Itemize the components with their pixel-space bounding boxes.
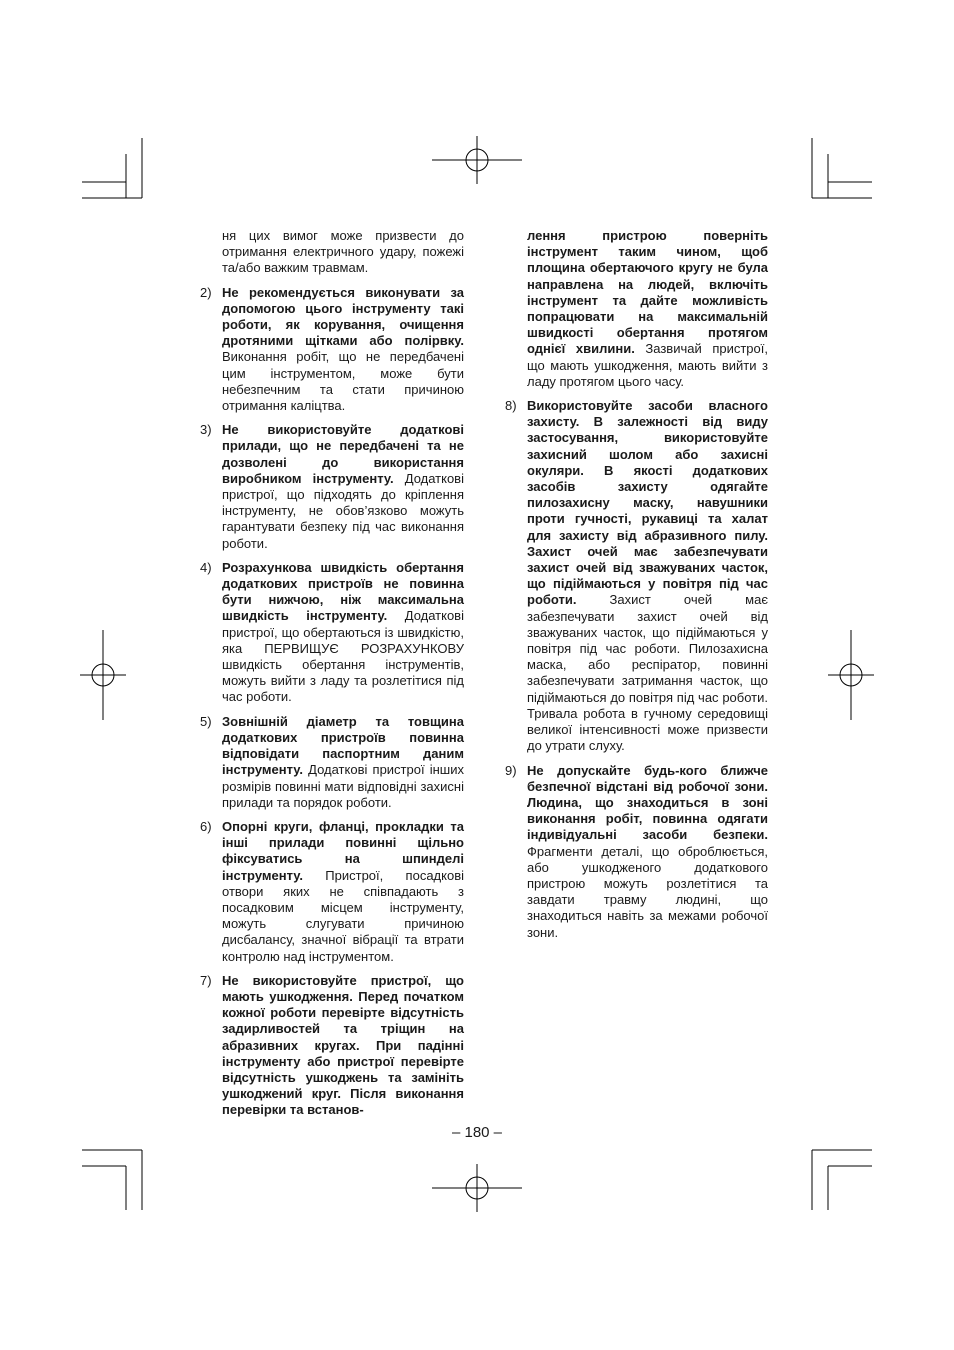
crop-mark-top-right bbox=[812, 138, 872, 198]
item-number: 5) bbox=[200, 713, 212, 729]
registration-mark-left bbox=[80, 630, 126, 720]
safety-item-7 bbox=[200, 973, 464, 1119]
crop-mark-top-left bbox=[82, 138, 142, 198]
continuation-explanation: Зазвичай пристрої, що мають ушкодження, мають вийти з ладу протягом цього часу. bbox=[527, 341, 768, 389]
item-warning: Не використовуйте додаткові прилади, що не передбачені та не дозволені до використання виробником інструменту. bbox=[222, 422, 464, 486]
item-number: 9) bbox=[505, 762, 517, 778]
crop-mark-bottom-right bbox=[812, 1150, 872, 1210]
item-number: 8) bbox=[505, 398, 517, 414]
crop-mark-bottom-left bbox=[82, 1150, 142, 1210]
safety-item-9 bbox=[505, 763, 768, 941]
page-number: – 180 – bbox=[451, 1124, 503, 1141]
item-warning: Не рекомендується виконувати за допомогою цього інструменту такі роботи, як корування, очищення дротяними щітками або полірвку. bbox=[222, 284, 464, 349]
item-body bbox=[222, 714, 464, 811]
safety-item-8 bbox=[505, 398, 768, 754]
item-warning: Опорні круги, фланці, прокладки та інші прилади повинні щільно фіксуватись на шпинделі інструменту. bbox=[222, 818, 464, 883]
item-explanation: Додаткові пристрої, що підходять до кріплення інструменту, не обов’язково можуть гарантувати безпеку під час виконання роботи. bbox=[222, 470, 464, 551]
item-number: 6) bbox=[200, 818, 212, 834]
item-body bbox=[222, 819, 464, 965]
item-warning: Не використовуйте пристрої, що мають ушкодження. Перед початком кожної роботи перевірте відсутність задирливостей та тріщин на абразивних кругах. При падінні інструменту або пристрої перевірте відсутність ушкоджень та замініть ушкоджений круг. Після виконання перевірки та встанов- bbox=[222, 972, 464, 1118]
item-warning: Розрахункова швидкість обертання додаткових пристроїв не повинна бути нижчою, ніж максимальна швидкість інструменту. bbox=[222, 559, 464, 624]
registration-mark-right bbox=[828, 630, 874, 720]
item-body bbox=[222, 422, 464, 552]
item-explanation: Додаткові пристрої інших розмірів повинні мати відповідні захисні прилади та порядок роботи. bbox=[222, 762, 464, 810]
item-explanation: Додаткові пристрої, що обертаються із швидкістю, яка ПЕРВИЩУЄ РОЗРАХУНКОВУ швидкість обертання інструментів, можуть вийти з ладу та розлетітися під час роботи. bbox=[222, 608, 464, 705]
continuation-warning: лення пристрою поверніть інструмент таким чином, щоб площина обертаючого кругу не була направлена на людей, включіть інструмент та дайте можливість попрацювати на максимальній швидкості обертання протягом однієї хвилини. bbox=[527, 228, 768, 357]
item-body bbox=[527, 398, 768, 754]
item-number: 4) bbox=[200, 559, 212, 575]
item-body bbox=[222, 285, 464, 415]
item-warning: Використовуйте засоби власного захисту. В залежності від виду застосування, використовуйте захисний шолом або захисні окуляри. В якості додаткових засобів захисту одягайте пилозахисну маску, навушники проти гучності, рукавиці та халат для захисту від абразивного пилу. Захист очей має забезпечувати захист очей від зважуваних часток, що підіймаються у повітря під час роботи. bbox=[527, 398, 768, 608]
item-warning: Не допускайте будь-кого ближче безпечної відстані від робочої зони. Людина, що знаходиться в зоні виконання робіт, повинна одягати індивідуальні засоби безпеки. bbox=[527, 762, 768, 843]
safety-item-5 bbox=[200, 714, 464, 811]
item-number: 3) bbox=[200, 422, 212, 438]
item-number: 7) bbox=[200, 972, 212, 988]
registration-mark-top bbox=[432, 136, 522, 184]
safety-item-2 bbox=[200, 285, 464, 415]
item-number: 2) bbox=[200, 284, 212, 300]
item-body bbox=[222, 560, 464, 706]
item-explanation: Фрагменти деталі, що оброблюється, або ушкодженого додаткового пристрою можуть розлетітися та завдати травму людині, що знаходиться навіть за межами робочої зони. bbox=[527, 843, 768, 940]
safety-item-6 bbox=[200, 819, 464, 965]
item-explanation: Пристрої, посадкові отвори яких не співпадають з посадковим місцем інструменту, можуть слугувати причиною дисбалансу, значної вібрації та втрати контролю над інструментом. bbox=[222, 867, 464, 964]
item-body bbox=[222, 973, 464, 1119]
right-column bbox=[505, 228, 768, 949]
item-explanation: Захист очей має забезпечувати захист очей від зважуваних часток, що підіймаються у повітря під час роботи. Пилозахисна маска, або респіратор, повинні забезпечувати затримання часток, що підіймаються до повітря під час роботи. Тривала робота в гучному середовищі великої інтенсивності може призвести до утрати слуху. bbox=[527, 592, 768, 754]
registration-mark-bottom bbox=[432, 1164, 522, 1212]
safety-item-4 bbox=[200, 560, 464, 706]
left-continuation-text: ня цих вимог може призвести до отримання електричного удару, пожежі та/або важким травмам. bbox=[222, 228, 464, 276]
left-column bbox=[200, 228, 464, 1127]
item-body bbox=[527, 763, 768, 941]
right-continuation-text bbox=[505, 228, 768, 390]
safety-item-3 bbox=[200, 422, 464, 552]
item-warning: Зовнішній діаметр та товщина додаткових пристроїв повинна відповідати паспортним даним інструменту. bbox=[222, 713, 464, 778]
item-explanation: Виконання робіт, що не передбачені цим інструментом, може бути небезпечним та стати причиною отримання каліцтва. bbox=[222, 349, 464, 414]
